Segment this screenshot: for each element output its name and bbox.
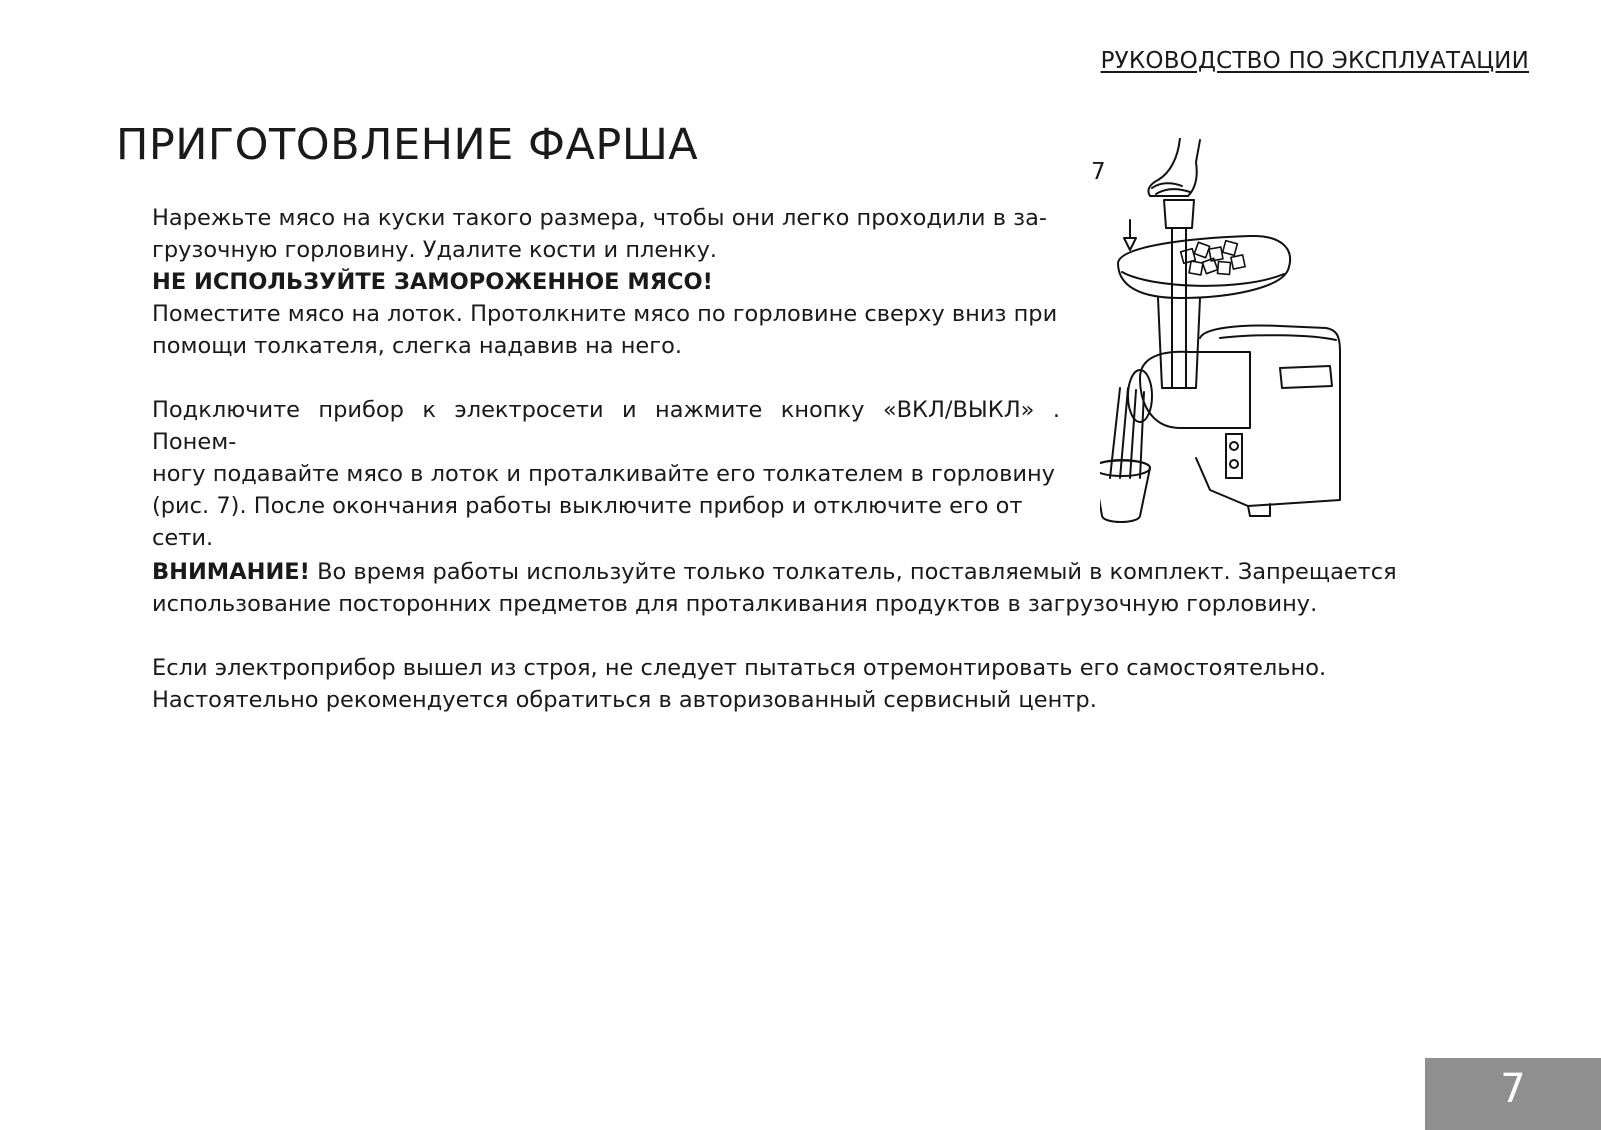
page-number-box	[1425, 1058, 1601, 1130]
frozen-meat-warning: НЕ ИСПОЛЬЗУЙТЕ ЗАМОРОЖЕННОЕ МЯСО!	[152, 269, 713, 295]
control-panel	[1226, 434, 1242, 478]
hand-fingers	[1152, 183, 1190, 194]
meat-grinder-illustration	[1100, 138, 1370, 528]
pusher-outline	[1164, 200, 1194, 228]
feed-tube	[1158, 298, 1200, 388]
instructions-paragraph-2	[152, 394, 1060, 554]
repair-text: Если электроприбор вышел из строя, не следует пытаться отремонтировать его самостоятельно.	[152, 655, 1327, 681]
paragraph-line: сети.	[152, 525, 214, 551]
page-number: 7	[1500, 1066, 1526, 1112]
paragraph-line: Поместите мясо на лоток. Протолкните мясо по горловине сверху вниз при	[152, 301, 1058, 327]
attention-notice	[152, 556, 1442, 620]
attention-text: Во время работы используйте только толкатель, поставляемый в комплект. Запрещается	[309, 559, 1397, 585]
repair-text: Настоятельно рекомендуется обратиться в авторизованный сервисный центр.	[152, 687, 1097, 713]
instructions-paragraph-1	[152, 202, 1060, 362]
collection-cup	[1100, 461, 1150, 523]
paragraph-line: Нарежьте мясо на куски такого размера, чтобы они легко проходили в за-	[152, 205, 1047, 231]
paragraph-line: ногу подавайте мясо в лоток и проталкивайте его толкателем в горловину	[152, 461, 1055, 487]
paragraph-line: (рис. 7). После окончания работы выключите прибор и отключите его от	[152, 493, 1023, 519]
minced-meat-strands	[1110, 388, 1144, 478]
document-header: РУКОВОДСТВО ПО ЭКСПЛУАТАЦИИ	[1100, 48, 1529, 74]
paragraph-line: помощи толкателя, слегка надавив на него.	[152, 333, 683, 359]
paragraph-line: грузочную горловину. Удалите кости и пленку.	[152, 237, 718, 263]
meat-cubes	[1181, 241, 1245, 275]
attention-label: ВНИМАНИЕ!	[152, 559, 310, 585]
attention-text: использование посторонних предметов для проталкивания продуктов в загрузочную горловину.	[152, 591, 1318, 617]
repair-notice	[152, 652, 1442, 716]
down-arrow-icon	[1124, 220, 1136, 250]
page-title: ПРИГОТОВЛЕНИЕ ФАРША	[116, 120, 699, 170]
figure-number: 7	[1091, 159, 1106, 185]
hand-outline	[1148, 138, 1200, 196]
paragraph-line: Подключите прибор к электросети и нажмите кнопку «ВКЛ/ВЫКЛ» . Понем-	[152, 397, 1060, 455]
grinder-head	[1140, 352, 1250, 428]
